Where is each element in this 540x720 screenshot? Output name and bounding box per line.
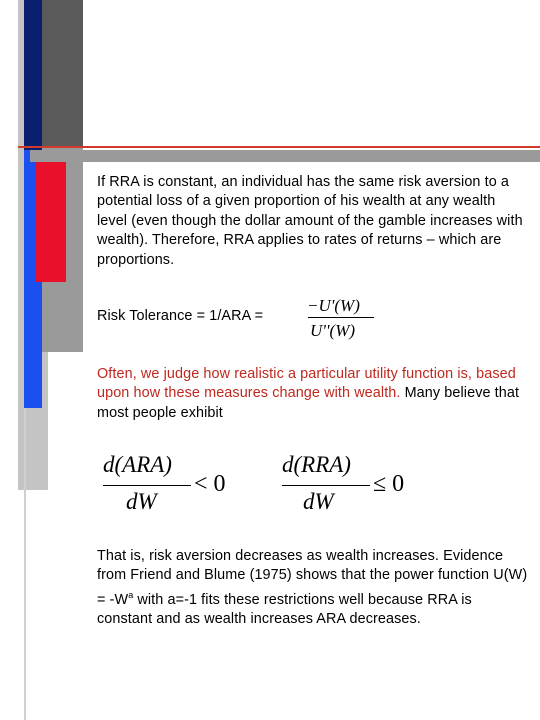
rra-numerator: d(RRA): [282, 452, 351, 477]
risk-tolerance-label: Risk Tolerance = 1/ARA =: [97, 308, 264, 324]
deco-rule-red: [18, 146, 540, 148]
risk-tolerance-denominator: U''(W): [310, 321, 356, 340]
fraction-line: [282, 485, 370, 486]
deco-bar-red: [35, 162, 66, 282]
deco-bar-dark-gray: [41, 0, 83, 148]
paragraph-evidence: [97, 547, 529, 629]
paragraph-rra-constant: If RRA is constant, an individual has the same risk aversion to a potential loss of a given proportion of his wealth at any wealth level (even though the dollar amount of the gamble increases with wealth). Therefore, RRA applies to rates of returns – which are proportions.: [97, 174, 523, 268]
exponent: a: [128, 589, 134, 600]
ara-numerator: d(ARA): [103, 452, 172, 477]
deco-bar-navy: [24, 0, 42, 150]
risk-tolerance-numerator: −U'(W): [307, 296, 360, 315]
highlighted-text: Often, we judge how realistic a particular utility function is, based upon how these measures change with wealth.: [97, 366, 516, 402]
paragraph-realistic-utility: [97, 365, 529, 423]
ara-denominator: dW: [126, 489, 157, 514]
deco-page-edge: [24, 408, 26, 720]
fraction-line: [103, 485, 191, 486]
plain-text: Many believe that most people exhibit: [97, 385, 520, 421]
fraction-line: [308, 317, 374, 318]
evidence-text-start: That is, risk aversion decreases as wealth increases. Evidence from Friend and Blume (1975) shows that the power function U(W) = -W: [97, 548, 528, 608]
rra-relation: ≤ 0: [373, 471, 405, 497]
rra-denominator: dW: [303, 489, 334, 514]
evidence-text-end: with a=-1 fits these restrictions well because RRA is constant and as wealth increases ARA decreases.: [97, 591, 472, 628]
ara-relation: < 0: [194, 471, 226, 497]
deco-bar-header-gray: [30, 150, 540, 162]
